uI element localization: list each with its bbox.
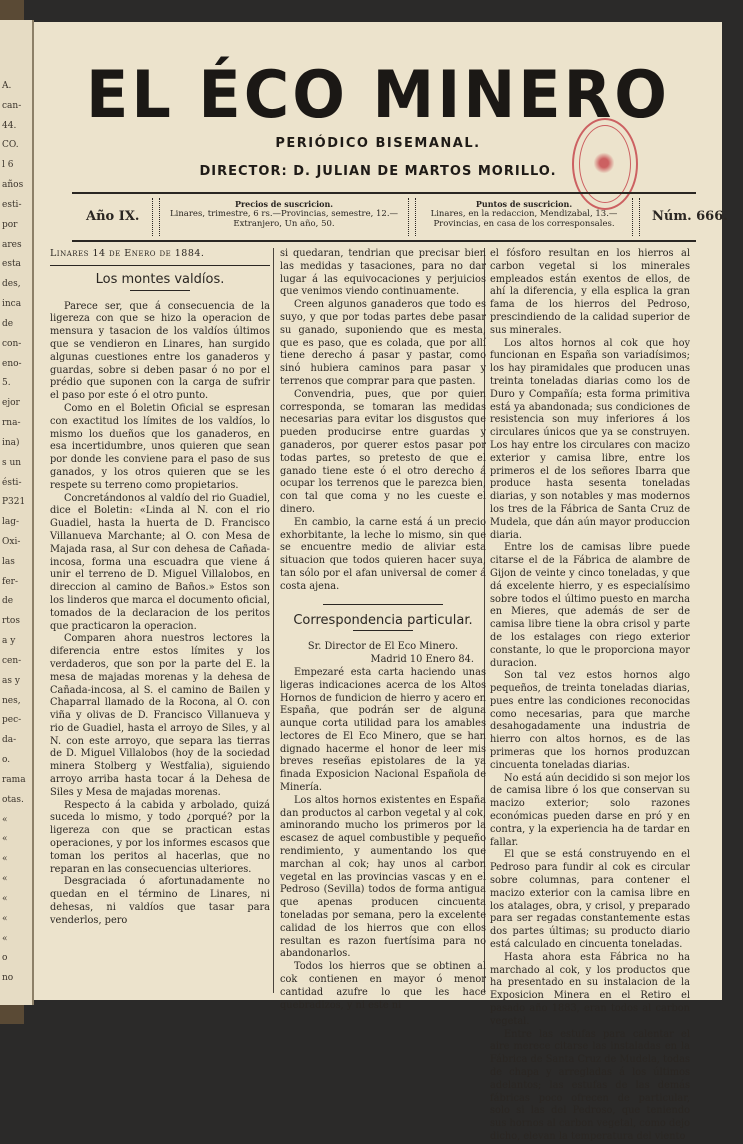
article-heading: Correspondencia particular. bbox=[293, 612, 473, 628]
previous-page-text-fragment: no bbox=[2, 973, 14, 984]
paragraph: Todos los hierros que se obtinen al cok contienen en mayor ó menor cantidad azufre lo que les hace quebradizos, y ni este ni bbox=[280, 961, 486, 1011]
previous-page-text-fragment: por bbox=[2, 219, 18, 230]
previous-page-text-fragment: o bbox=[2, 953, 8, 964]
paragraph: Entre los de camisas libre puede citarse el de la Fábrica de alambre de Gijon de veinte y cinco toneladas, y que dá excelente hierro, y es especialísimo sobre todos el último puesto en marcha en Mieres, que además de ser de camisa libre tiene la obra crisol y parte de los estalages con riego exterior constante, lo que le proporciona mayor duracion. bbox=[490, 542, 690, 669]
points-heading: Puntos de suscricion. bbox=[475, 199, 573, 209]
paragraph: Como en el Boletin Oficial se espresan con exactitud los límites de los valdíos, lo mismo los dueños que los ganaderos, en esa incertidumbre, unos quieren que sean por donde les conviene para el paso de sus ganados, y los otros quieren que se les respete su terreno como propietarios. bbox=[50, 402, 270, 491]
previous-page-text-fragment: « bbox=[2, 834, 8, 845]
previous-page-text-fragment: CO. bbox=[2, 140, 19, 151]
newspaper-page bbox=[34, 22, 728, 1142]
previous-page-text-fragment: « bbox=[2, 854, 8, 865]
column-3 bbox=[490, 248, 690, 1142]
previous-page-text-fragment: eno- bbox=[2, 358, 22, 369]
previous-page-text-fragment: esta bbox=[2, 259, 21, 270]
separator bbox=[632, 198, 640, 236]
masthead-director: DIRECTOR: D. JULIAN DE MARTOS MORILLO. bbox=[199, 164, 557, 179]
previous-page-text-fragment: 5. bbox=[2, 378, 11, 389]
column-1 bbox=[50, 248, 270, 998]
previous-page-text-fragment: esti- bbox=[2, 199, 22, 210]
paragraph: Parece ser, que á consecuencia de la ligereza con que se hizo la operacion de mensura y tasacion de los valdíos últimos que se vendieron en Linares, han surgido algunas cuestiones entre los ganaderos y guardas, sobre si deben pasar ó no por el prédio que suponen con la carga de sufrir el paso por este ó el otro punto. bbox=[50, 300, 270, 402]
separator bbox=[408, 198, 416, 236]
paragraph: Convendria, pues, que por quien corresponda, se tomaran las medidas necesarias para evitar los disgustos que pueden producirse entre guardas y ganaderos, por querer estos pasar por todas partes, so pretesto de que el ganado tiene este ó el otro derecho á ocupar los terrenos que le parezca bien, con tal que coma y no les cueste el dinero. bbox=[280, 388, 486, 515]
previous-page-text-fragment: ina) bbox=[2, 437, 20, 448]
previous-page-edge bbox=[0, 20, 34, 1005]
previous-page-text-fragment: años bbox=[2, 180, 24, 191]
previous-page-text-fragment: A. bbox=[2, 81, 12, 91]
paragraph: Desgraciada ó afortunadamente no quedan en el término de Linares, ni dehesas, ni valdíos que tasar para venderlos, pero bbox=[50, 876, 270, 926]
dateline: Linares 14 de Enero de 1884. bbox=[50, 248, 205, 259]
paragraph: el fósforo resultan en los hierros al carbon vegetal si los minerales empleados están exentos de ellos, de ahí la diferencia, y ella esplica la gran fama de los hierros del Pedroso, prescindiendo de la calidad superior de sus minerales. bbox=[490, 248, 690, 336]
previous-page-text-fragment: ares bbox=[2, 239, 22, 250]
masthead-subtitle: PERIÓDICO BISEMANAL. bbox=[275, 136, 481, 151]
paragraph: Los altos hornos existentes en España dan productos al carbon vegetal y al cok, aminorando mucho los primeros por la escasez de aquel combustible y pequeño rendimiento, y aumentando los que marchan al cok; hay unos al carbon vegetal en las provincias vascas y en el Pedroso (Sevilla) todos de forma antigua que apenas producen cincuenta toneladas por semana, pero la excelente calidad de los hierros que con ellos resultan es razon fuertísima para no abandonarlos. bbox=[280, 794, 486, 960]
previous-page-text-fragment: ejor bbox=[2, 398, 20, 409]
previous-page-text-fragment: pec- bbox=[2, 715, 22, 726]
previous-page-text-fragment: lag- bbox=[2, 517, 20, 528]
previous-page-text-fragment: o. bbox=[2, 755, 11, 766]
previous-page-text-fragment: las bbox=[2, 556, 15, 567]
previous-page-text-fragment: « bbox=[2, 913, 8, 924]
paragraph: Respecto á la cabida y arbolado, quizá suceda lo mismo, y todo ¿porqué? por la ligereza con que se practican estas operaciones, y por los informes escasos que toman los peritos al hacerlas, que no reparan en las consecuencias ulteriores. bbox=[50, 799, 270, 875]
previous-page-text-fragment: « bbox=[2, 933, 8, 944]
paragraph: Creen algunos ganaderos que todo es suyo, y que por todas partes debe pasar su ganado, suponiendo que es mesta, que es paso, que es colada, que por allí tiene derecho á pasar y pastar, como sinó hubiera caminos para pasar y terrenos que comprar para que pasten. bbox=[280, 299, 486, 387]
previous-page-text-fragment: « bbox=[2, 893, 8, 904]
paragraph: No está aún decidido si son mejor los de camisa libre ó los que conservan su macizo exterior; solo razones económicas pueden darse en pró y en contra, y la experiencia ha de tardar en fallar. bbox=[490, 772, 690, 848]
previous-page-text-fragment: « bbox=[2, 814, 8, 825]
previous-page-text-fragment: s un bbox=[2, 457, 22, 468]
previous-page-text-fragment: inca bbox=[2, 299, 22, 310]
subscription-points bbox=[418, 194, 630, 245]
previous-page-text-fragment: rtos bbox=[2, 616, 20, 627]
column-rule bbox=[273, 248, 274, 993]
previous-page-text-fragment: ésti- bbox=[2, 477, 22, 488]
subscription-info-bar bbox=[72, 192, 728, 242]
previous-page-text-fragment: des, bbox=[2, 279, 21, 290]
divider bbox=[130, 290, 190, 291]
paragraph: Los altos hornos al cok que hoy funcionan en España son variadísimos; los hay piramidales que producen unas treinta toneladas diarias como los de Duro y Compañía; esta forma primitiva está ya abandonada; sus condiciones de resistencia son muy inferiores á los circulares únicos que ya se construyen. Los hay entre los circulares con macizo exterior y camisa libre, entre los primeros el de los señores Ibarra que produce hasta sesenta toneladas diarias, y son notables y mas modernos los tres de la Fábrica de Santa Cruz de Mudela, que dán aún mayor produccion diaria. bbox=[490, 337, 690, 541]
previous-page-text-fragment: P321 bbox=[2, 497, 26, 508]
previous-page-text-fragment: con- bbox=[2, 338, 22, 349]
previous-page-text-fragment: rna- bbox=[2, 418, 21, 429]
previous-page-text-fragment: « bbox=[2, 874, 8, 885]
stamp-crest-icon bbox=[594, 152, 614, 174]
letter-date: Madrid 10 Enero 84. bbox=[370, 654, 474, 666]
paragraph: Concretándonos al valdío del rio Guadiel, dice el Boletin: «Linda al N. con el rio Guadiel, hasta la huerta de D. Francisco Villanueva Marchante; al O. con Mesa de Majada rasa, al Sur con dehesa de Cañada-incosa, forma una escuadra que viene á unir el terreno de D. Miguel Villalobos, en direccion al camino de Baños.» Estos son los linderos que marca el documento oficial, tomados de la declaracion de los peritos que practicaron la operacion. bbox=[50, 492, 270, 632]
previous-page-text-fragment: de bbox=[2, 596, 14, 607]
previous-page-text-fragment: da- bbox=[2, 735, 17, 746]
paragraph: Hasta ahora esta Fábrica no ha marchado al cok, y los productos que ha presentado en su instalacion de la Exposicion Minera en el Retiro el pasado año 1883, eran todos al carbon vegetal. bbox=[490, 951, 690, 1027]
previous-page-text-fragment: nes, bbox=[2, 695, 21, 706]
prices-text: Linares, trimestre, 6 rs.—Provincias, semestre, 12.—Extranjero, Un año, 50. bbox=[169, 209, 399, 229]
paragraph: Son tal vez estos hornos algo pequeños, de treinta toneladas diarias, pues entre las condiciones reconocidas como necesarias, para que marche desahogadamente una industria de hierro con altos hornos, es de las primeras que los hornos produzcan cincuenta toneladas diarias. bbox=[490, 670, 690, 771]
divider bbox=[353, 630, 413, 631]
column-2 bbox=[280, 248, 486, 1011]
salutation: Sr. Director de El Eco Minero. bbox=[307, 641, 459, 653]
previous-page-text-fragment: l 6 bbox=[2, 160, 14, 171]
previous-page-text-fragment: fer- bbox=[2, 576, 19, 587]
previous-page-text-fragment: rama bbox=[2, 774, 26, 785]
paragraph: Entre las estufas para calentar el aire merece citarse las instaladas en la Fábrica de Santa Cruz de Mudela, todas de chapa y arregladas á los últimos adelantos; las estufas de las demás fábricas poco ofrecen de particular, solo si las del Pedroso, que teniendo sus hornos al carbon vegetal, como dejo dicho, elevan la temperatura del viento bbox=[490, 1028, 690, 1142]
issue-number: Núm. 666. bbox=[652, 209, 728, 224]
points-text: Linares, en la redaccion, Mendizabal, 13.—Provincias, en casa de los corresponsales. bbox=[430, 209, 618, 229]
previous-page-text-fragment: as y bbox=[2, 675, 20, 686]
paragraph: Comparen ahora nuestros lectores la diferencia entre estos límites y los verdaderos, que son por la parte del E. la mesa de majadas morenas y la dehesa de Cañada-incosa, al S. el camino de Bailen y Chaparral llamado de la Rocona, al O. con viña y olivas de D. Francisco Villanueva y rio de Guadiel, hasta el arroyo de Siles, y al N. con este arroyo, que separa las tierras de D. Miguel Villalobos (hoy de la sociedad minera Stolberg y Westfalia), siguiendo arroyo arriba hasta tocar á la Dehesa de Siles y Mesa de majadas morenas. bbox=[50, 633, 270, 798]
divider bbox=[323, 604, 443, 605]
issue-year: Año IX. bbox=[86, 209, 140, 224]
paragraph: El que se está construyendo en el Pedroso para fundir al cok es circular sobre columnas, para contener el macizo exterior con la camisa libre en los atalages, obra, y crisol, y preparado para ser regadas constantemente estas dos partes últimas; su producto diario está calculado en cincuenta toneladas. bbox=[490, 849, 690, 951]
separator bbox=[152, 198, 160, 236]
previous-page-text-fragment: 44. bbox=[2, 120, 17, 131]
article-heading: Los montes valdíos. bbox=[95, 271, 225, 287]
previous-page-text-fragment: a y bbox=[2, 636, 16, 647]
previous-page-text-fragment: cen- bbox=[2, 655, 22, 666]
masthead-title: EL ÉCO MINERO bbox=[85, 56, 671, 133]
divider bbox=[50, 265, 270, 266]
previous-page-text-fragment: Oxi- bbox=[2, 537, 21, 547]
previous-page-text-fragment: otas. bbox=[2, 794, 24, 805]
paragraph: Empezaré esta carta haciendo unas ligeras indicaciones acerca de los Altos Hornos de fundicion de hierro y acero en España, que podrán ser de alguna aunque corta utilidad para los amables lectores de El Eco Minero, que se han dignado hacerme el honor de leer mis breves reseñas epistolares de la ya finada Exposicion Nacional Española de Minería. bbox=[280, 666, 486, 794]
subscription-prices bbox=[164, 194, 404, 245]
previous-page-text-fragment: can- bbox=[2, 100, 22, 111]
prices-heading: Precios de suscricion. bbox=[234, 199, 334, 209]
previous-page-text-fragment: de bbox=[2, 318, 14, 329]
paragraph: En cambio, la carne está á un precio exhorbitante, la leche lo mismo, sin que se encuentre medio de aliviar esta situacion que todos quieren hacer suya, tan sólo por el afan universal de comer á costa ajena. bbox=[280, 516, 486, 592]
paragraph: si quedaran, tendrian que precisar bien las medidas y tasaciones, para no dar lugar á las equivocaciones y perjuicios que venimos viendo continuamente. bbox=[280, 248, 486, 298]
